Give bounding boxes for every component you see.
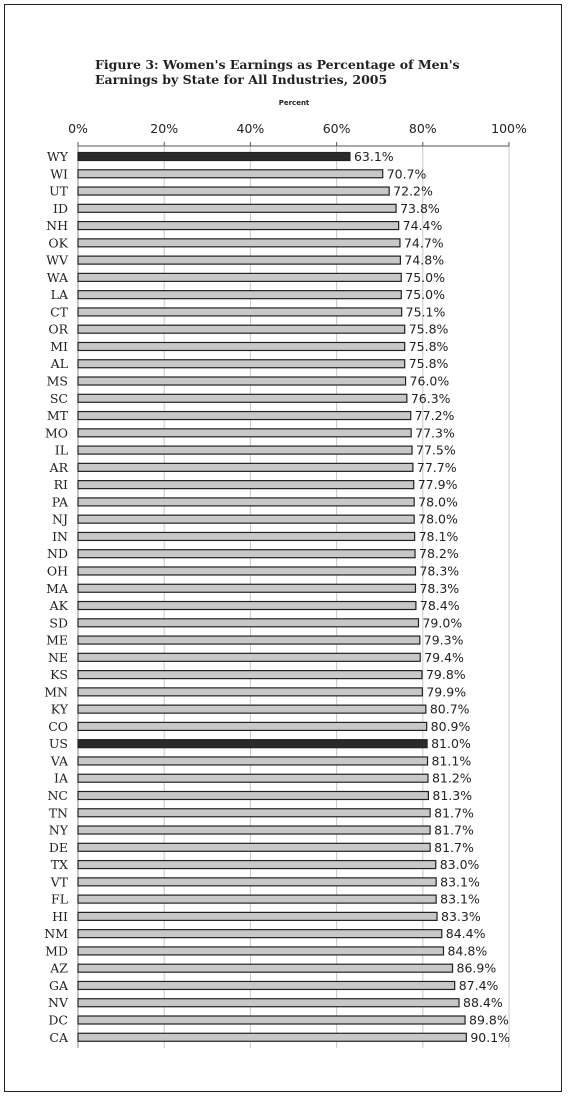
category-label-nv: NV [48, 995, 68, 1011]
value-label-nc: 81.3% [432, 787, 473, 803]
bar-il [78, 446, 412, 454]
bar-mi [78, 342, 405, 350]
bar-nm [78, 930, 442, 938]
category-label-nh: NH [46, 218, 68, 234]
value-label-dc: 89.8% [469, 1012, 509, 1028]
value-label-ne: 79.4% [424, 649, 464, 665]
category-label-wv: WV [46, 252, 68, 268]
value-label-sd: 79.0% [422, 615, 463, 631]
value-label-mn: 79.9% [426, 684, 467, 700]
bar-dc [78, 1016, 465, 1024]
value-label-wy: 63.1% [353, 149, 394, 164]
bar-oh [78, 567, 415, 575]
bar-az [78, 964, 453, 972]
value-label-ca: 90.1% [470, 1029, 511, 1045]
bar-wi [78, 170, 383, 178]
bar-de [78, 843, 430, 851]
value-label-md: 84.8% [447, 943, 488, 959]
category-label-ri: RI [53, 477, 68, 493]
value-label-ma: 78.3% [419, 580, 460, 596]
value-label-va: 81.1% [431, 753, 472, 769]
category-label-sd: SD [49, 615, 68, 631]
x-axis-ticks [68, 121, 527, 146]
bar-ms [78, 377, 406, 385]
category-label-ga: GA [48, 977, 68, 993]
value-label-az: 86.9% [456, 960, 497, 976]
bar-wy [78, 153, 350, 161]
value-label-nm: 84.4% [445, 926, 486, 942]
bar-me [78, 636, 420, 644]
bar-ks [78, 671, 422, 679]
bar-va [78, 757, 428, 765]
category-label-de: DE [48, 839, 68, 855]
category-label-vt: VT [50, 874, 68, 890]
value-label-me: 79.3% [423, 632, 464, 648]
bar-al [78, 360, 405, 368]
value-label-wi: 70.7% [386, 166, 427, 182]
tick-label-80: 80% [408, 121, 437, 136]
value-label-ms: 76.0% [409, 373, 450, 389]
value-label-tx: 83.0% [439, 857, 480, 873]
category-label-ut: UT [49, 183, 68, 199]
value-label-al: 75.8% [408, 356, 449, 372]
category-label-la: LA [50, 287, 68, 303]
bar-nj [78, 515, 414, 523]
bar-id [78, 204, 396, 212]
value-label-ri: 77.9% [417, 477, 458, 493]
category-label-wi: WI [50, 166, 68, 182]
bar-fl [78, 895, 436, 903]
bar-mn [78, 688, 422, 696]
bar-or [78, 325, 405, 333]
bar-ct [78, 308, 402, 316]
category-label-al: AL [50, 356, 68, 372]
bar-ut [78, 187, 389, 195]
bar-vt [78, 878, 436, 886]
category-label-us: US [48, 736, 68, 752]
bar-nv [78, 999, 459, 1007]
category-label-oh: OH [46, 563, 68, 579]
bar-sd [78, 619, 418, 627]
value-label-la: 75.0% [405, 287, 445, 303]
value-label-or: 75.8% [408, 321, 449, 337]
value-label-fl: 83.1% [440, 891, 480, 907]
value-label-wv: 74.8% [404, 252, 445, 268]
value-label-mi: 75.8% [408, 338, 449, 354]
value-label-il: 77.5% [416, 442, 456, 458]
bar-wv [78, 256, 400, 264]
category-label-az: AZ [50, 960, 68, 976]
value-label-ga: 87.4% [458, 977, 499, 993]
tick-label-20: 20% [150, 121, 179, 136]
bar-co [78, 722, 427, 730]
bar-ma [78, 584, 415, 592]
value-label-vt: 83.1% [440, 874, 480, 890]
bar-la [78, 291, 401, 299]
bar-in [78, 532, 415, 540]
value-label-nj: 78.0% [418, 511, 458, 527]
bar-ca [78, 1033, 466, 1041]
bar-ia [78, 774, 428, 782]
category-label-md: MD [45, 943, 68, 959]
category-label-hi: HI [52, 908, 68, 924]
category-label-ok: OK [48, 235, 68, 251]
value-label-us: 81.0% [431, 736, 471, 752]
category-label-ky: KY [50, 701, 68, 717]
value-label-id: 73.8% [400, 200, 440, 216]
bar-ne [78, 653, 420, 661]
bar-nh [78, 222, 399, 230]
category-label-id: ID [53, 200, 68, 216]
category-label-ny: NY [48, 822, 68, 838]
category-label-ne: NE [47, 649, 68, 665]
chart-title-line-2: Earnings by State for All Industries, 2005 [95, 72, 388, 87]
tick-label-40: 40% [236, 121, 265, 136]
bar-md [78, 947, 443, 955]
bar-sc [78, 394, 407, 402]
value-label-ok: 74.7% [403, 235, 444, 251]
category-label-mo: MO [44, 425, 68, 441]
value-label-ar: 77.7% [416, 459, 457, 475]
value-label-wa: 75.0% [405, 269, 445, 285]
category-label-mi: MI [50, 338, 68, 354]
axis-title: Percent [278, 99, 310, 107]
value-label-ut: 72.2% [393, 183, 433, 199]
value-label-ky: 80.7% [429, 701, 470, 717]
bar-us [78, 740, 427, 748]
category-label-in: IN [52, 528, 68, 544]
bar-ak [78, 602, 416, 610]
bar-nc [78, 791, 428, 799]
category-label-wy: WY [46, 149, 68, 164]
value-label-nh: 74.4% [402, 218, 443, 234]
bar-mo [78, 429, 411, 437]
category-label-ms: MS [46, 373, 68, 389]
value-label-co: 80.9% [430, 718, 471, 734]
bar-ok [78, 239, 400, 247]
category-label-ar: AR [49, 459, 68, 475]
bar-ri [78, 481, 414, 489]
value-label-mo: 77.3% [415, 425, 455, 441]
category-label-mn: MN [44, 684, 68, 700]
category-label-me: ME [46, 632, 68, 648]
category-label-il: IL [54, 442, 68, 458]
bar-ar [78, 463, 413, 471]
category-label-tx: TX [50, 857, 68, 873]
bar-mt [78, 412, 411, 420]
bar-ky [78, 705, 426, 713]
value-label-in: 78.1% [418, 528, 459, 544]
category-label-dc: DC [48, 1012, 68, 1028]
category-label-or: OR [48, 321, 68, 337]
category-label-nj: NJ [52, 511, 68, 527]
bar-tn [78, 809, 430, 817]
category-label-fl: FL [51, 891, 68, 907]
value-label-nv: 88.4% [463, 995, 503, 1011]
bar-ga [78, 981, 455, 989]
category-label-ca: CA [49, 1029, 68, 1045]
value-label-sc: 76.3% [410, 390, 451, 406]
tick-label-0: 0% [68, 121, 88, 136]
chart-title-line-1: Figure 3: Women's Earnings as Percentage of Men's [95, 57, 460, 72]
value-label-hi: 83.3% [441, 908, 481, 924]
value-label-tn: 81.7% [434, 805, 474, 821]
value-label-nd: 78.2% [419, 546, 459, 562]
category-label-ct: CT [50, 304, 68, 320]
category-label-tn: TN [48, 805, 68, 821]
tick-label-100: 100% [491, 121, 527, 136]
category-label-nc: NC [47, 787, 68, 803]
category-label-ma: MA [46, 580, 68, 596]
bar-ny [78, 826, 430, 834]
value-label-ia: 81.2% [431, 770, 472, 786]
value-label-ct: 75.1% [405, 304, 446, 320]
bar-pa [78, 498, 414, 506]
tick-label-60: 60% [322, 121, 351, 136]
category-label-wa: WA [46, 269, 68, 285]
bar-nd [78, 550, 415, 558]
bars [44, 149, 510, 1045]
category-label-sc: SC [49, 390, 68, 406]
category-label-nd: ND [47, 546, 68, 562]
value-label-ak: 78.4% [419, 598, 460, 614]
category-label-nm: NM [44, 926, 68, 942]
category-label-va: VA [50, 753, 68, 769]
category-label-ak: AK [49, 598, 68, 614]
value-label-mt: 77.2% [414, 408, 455, 424]
value-label-ny: 81.7% [434, 822, 474, 838]
value-label-pa: 78.0% [418, 494, 458, 510]
category-label-ks: KS [50, 667, 68, 683]
category-label-co: CO [48, 718, 68, 734]
category-label-mt: MT [46, 408, 68, 424]
category-label-pa: PA [51, 494, 68, 510]
value-label-de: 81.7% [434, 839, 474, 855]
value-label-ks: 79.8% [425, 667, 466, 683]
category-label-ia: IA [54, 770, 68, 786]
value-label-oh: 78.3% [419, 563, 460, 579]
bar-wa [78, 273, 401, 281]
bar-tx [78, 861, 436, 869]
bar-hi [78, 912, 437, 920]
